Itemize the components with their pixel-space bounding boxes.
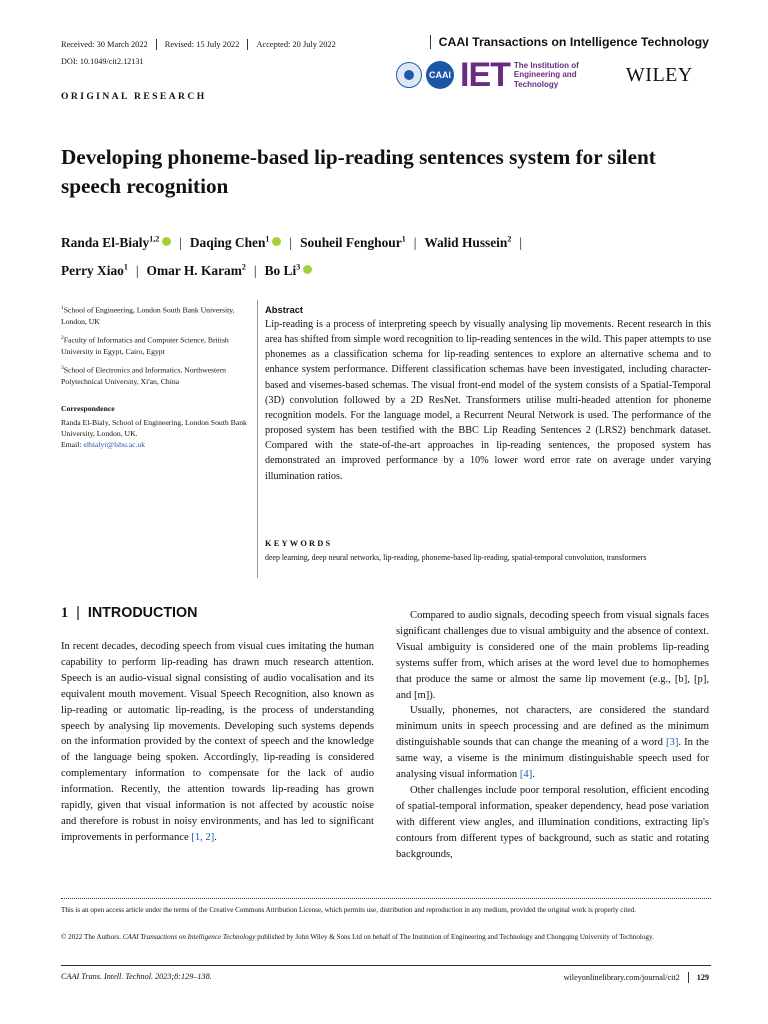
paper-title: Developing phoneme-based lip-reading sentences system for silent speech recognition bbox=[61, 145, 656, 198]
author-separator: | bbox=[519, 235, 523, 251]
paragraph: In recent decades, decoding speech from visual cues imitating the human capability to perform lip-reading has drawn much research attention. Speech is an audio-visual signal consisting of audio vocalisation and its equivalent mouth movement. Visual Speech Recognition, also known as lip-reading or automatic lip-reading, is the process of understanding speech by analysing lip movements. Developing such systems depends on the information provided by the context of speech and the knowledge of the language being spoken. Accordingly, lip-reading is considered complementary information to compensate for the lack of audio information. Recently, the attention towards lip-reading has grown rapidly, given that visual information is not affected by acoustic noise and therefore is robust in noisy environments, and has led to significant improvements in performance [1, 2]. bbox=[61, 641, 374, 843]
revised-date: Revised: 15 July 2022 bbox=[164, 40, 240, 49]
keywords-text: deep learning, deep neural networks, lip-reading, phoneme-based lip-reading, spatial-temporal convolution, transformers bbox=[265, 553, 647, 562]
received-date: Received: 30 March 2022 bbox=[61, 40, 148, 49]
affiliation-1: $^1$School of Engineering, London South Bank University, London, UK bbox=[61, 305, 235, 326]
affiliation-2: $^2$Faculty of Informatics and Computer Science, British University in Egypt, Cairo, Egypt bbox=[61, 335, 229, 356]
paragraph: Usually, phonemes, not characters, are considered the standard minimum units in speech processing and are defined as the minimum distinguishable sounds that can change the meaning of a word [3]. In the same way, a viseme is the minimum distinguishable speech used for analysing visual information [4]. bbox=[396, 705, 709, 781]
author-separator: | bbox=[289, 235, 293, 251]
abstract-text: Lip-reading is a process of interpreting speech by visually analysing lip movements. Recent research in this area has shifted from simple word recognition to lip-reading sentences in the wild. This paper attempts to use phonemes as a classification schema for lip-reading sentences to explore an alternative schema and to enhance system performance. Different classification schemas have been investigated, including character-based and visemes-based schemas. The visual front-end model of the system consists of a Spatial-Temporal (3D) convolution followed by a 2D ResNet. Transformers utilise multi-headed attention for phoneme recognition models. For the language model, a Recurrent Neural Network is used. The performance of the proposed system has been testified with the BBC Lip Reading Sentences 2 (LRS2) benchmark dataset. Compared with the state-of-the-art approaches in lip-reading sentences, the proposed system has demonstrated an improved performance by a 10% lower word error rate on average under varying illumination ratios. bbox=[265, 319, 711, 482]
author-separator: | bbox=[135, 263, 139, 279]
orcid-icon[interactable] bbox=[303, 265, 312, 274]
divider bbox=[247, 39, 248, 50]
affiliation-3: $^3$School of Electronics and Informatics, Northwestern Polytechnical University, Xi'an, China bbox=[61, 365, 226, 386]
author-name[interactable]: Perry Xiao$^1$ bbox=[61, 262, 128, 279]
footer-right bbox=[564, 972, 709, 983]
doi[interactable]: DOI: 10.1049/cit2.12131 bbox=[61, 57, 144, 66]
author-list bbox=[61, 228, 711, 284]
copyright-note: © 2022 The Authors. CAAI Transactions on Intelligence Technology published by John Wiley & Sons Ltd on behalf of The Institution of Engineering and Technology and Chongqing University of Technology. bbox=[61, 933, 654, 941]
intro-left-column bbox=[61, 639, 374, 846]
author-name[interactable]: Bo Li$^3$ bbox=[264, 262, 301, 279]
accepted-date: Accepted: 20 July 2022 bbox=[256, 40, 336, 49]
email-link[interactable]: elbialyr@lsbu.ac.uk bbox=[83, 440, 146, 449]
wiley-logo: WILEY bbox=[625, 63, 693, 86]
iet-logo: IET bbox=[460, 56, 510, 94]
article-dates bbox=[61, 39, 336, 50]
divider bbox=[156, 39, 157, 50]
author-separator: | bbox=[253, 263, 257, 279]
section-heading: 1 | INTRODUCTION bbox=[61, 605, 198, 621]
author-name[interactable]: Walid Hussein$^2$ bbox=[424, 235, 512, 251]
journal-url[interactable]: wileyonlinelibrary.com/journal/cit2 bbox=[563, 973, 680, 982]
paragraph: Other challenges include poor temporal resolution, efficient encoding of spatial-temporal information, speaker dependency, head pose variation with different view angles, and illumination conditions, extracting lip's contours from different types of background, such as static and rotating backgrounds, bbox=[396, 784, 709, 860]
correspondence-label: Correspondence bbox=[61, 404, 115, 413]
publisher-logos bbox=[396, 58, 710, 92]
column-divider bbox=[257, 300, 258, 578]
author-name[interactable]: Souheil Fenghour$^1$ bbox=[300, 235, 406, 251]
author-separator: | bbox=[179, 235, 182, 251]
author-name[interactable]: Omar H. Karam$^2$ bbox=[146, 262, 246, 279]
journal-title[interactable]: CAAI Transactions on Intelligence Technology bbox=[430, 35, 709, 49]
abstract-heading: Abstract bbox=[265, 304, 304, 315]
section-label: ORIGINAL RESEARCH bbox=[61, 91, 207, 102]
correspondence-email: Email: elbialyr@lsbu.ac.uk bbox=[61, 440, 146, 449]
paragraph: Compared to audio signals, decoding speech from visual signals faces significant challenges due to visual ambiguity and the absence of context. Visual ambiguity is considered one of the main problems lip-reading systems suffer from, which arises at the word level due to homophemes that produce the same or almost the same lip movement (e.g., [b], [p], and [m]). bbox=[396, 610, 709, 701]
author-name[interactable]: Randa El-Bialy$^{1,2}$ bbox=[61, 235, 160, 251]
footnote-divider bbox=[61, 898, 711, 899]
university-seal-logo bbox=[396, 62, 422, 88]
citation-link[interactable]: [3] bbox=[666, 737, 679, 749]
license-note: This is an open access article under the terms of the Creative Commons Attribution License, which permits use, distribution and reproduction in any medium, provided the original work is properly cited. bbox=[61, 906, 636, 914]
citation-link[interactable]: [1, 2] bbox=[191, 831, 215, 843]
orcid-icon[interactable] bbox=[272, 237, 281, 246]
citation-line: CAAI Trans. Intell. Technol. 2023;8:129–138. bbox=[61, 972, 212, 981]
divider bbox=[688, 972, 689, 983]
correspondence-text: Randa El-Bialy, School of Engineering, London South Bank University, London, UK. bbox=[61, 418, 247, 438]
author-separator: | bbox=[413, 235, 417, 251]
footer-divider bbox=[61, 965, 711, 966]
page-number: 129 bbox=[696, 973, 709, 982]
intro-right-column bbox=[396, 608, 709, 863]
author-name[interactable]: Daqing Chen$^1$ bbox=[189, 235, 270, 251]
keywords-heading: KEYWORDS bbox=[265, 539, 333, 548]
orcid-icon[interactable] bbox=[162, 237, 171, 246]
caai-logo: CAAI bbox=[426, 61, 454, 89]
citation-link[interactable]: [4] bbox=[519, 769, 533, 781]
iet-logo-text: The Institution of Engineering and Technology bbox=[513, 60, 579, 89]
